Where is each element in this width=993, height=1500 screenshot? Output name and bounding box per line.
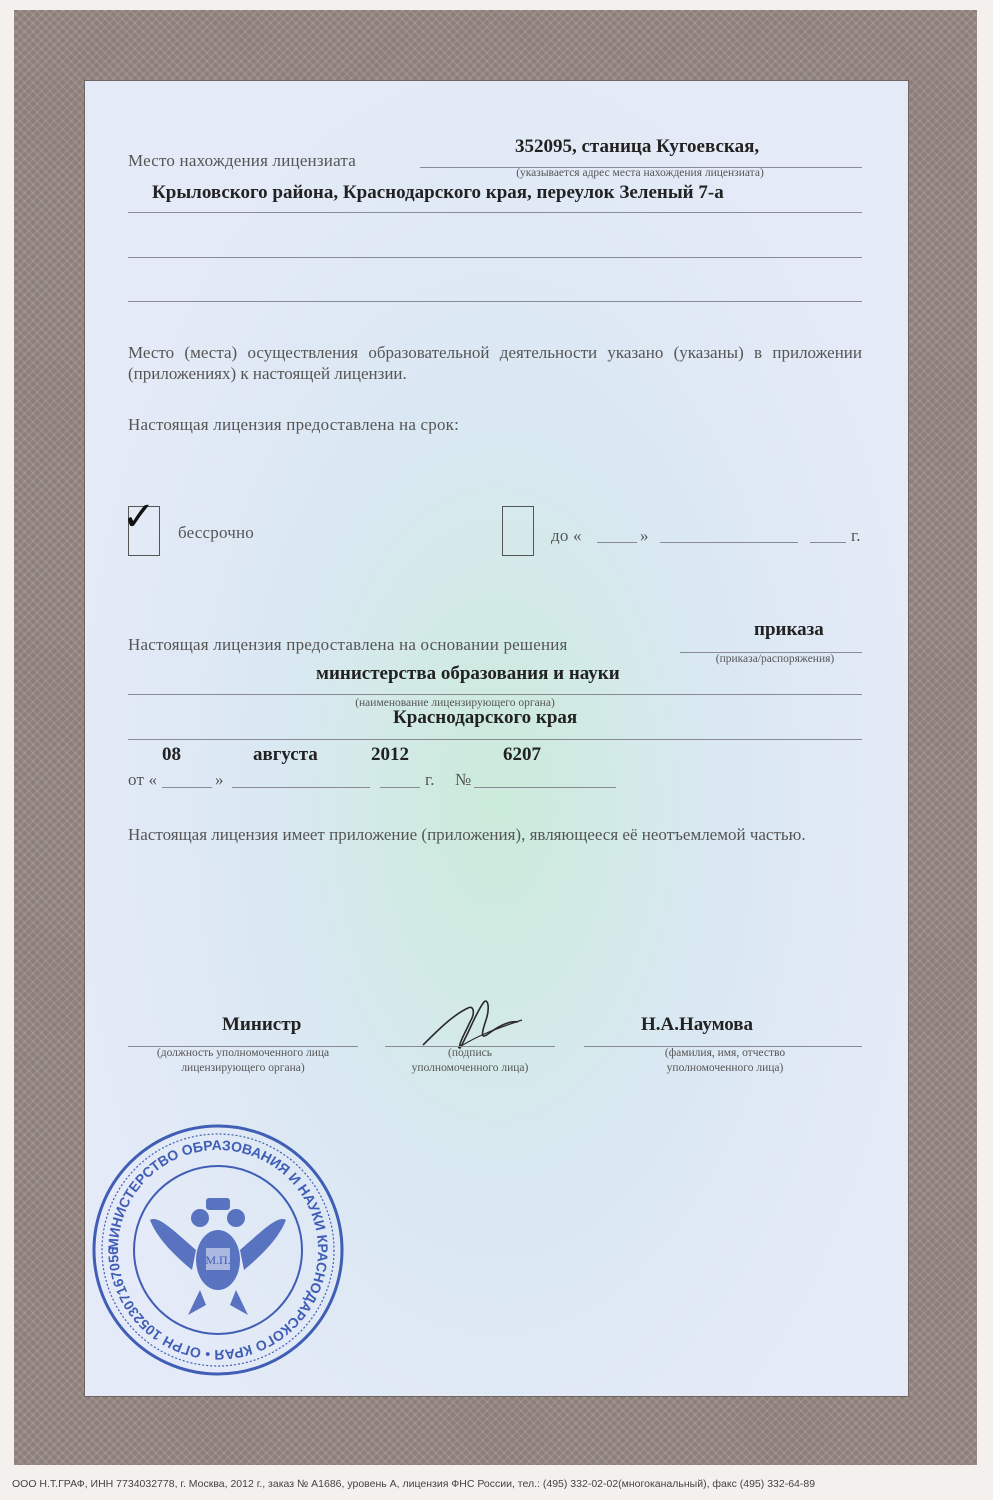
- authority-line1: министерства образования и науки: [316, 663, 620, 684]
- signatory-name: Н.А.Наумова: [641, 1014, 754, 1035]
- signature-hint-2: уполномоченного лица): [411, 1062, 529, 1074]
- blank-line-1: [128, 257, 862, 258]
- date-prefix: от «: [128, 770, 158, 789]
- until-label: до «: [551, 526, 582, 545]
- decision-type: приказа: [754, 619, 824, 640]
- day-close-quote: »: [215, 770, 224, 789]
- printer-footer: ООО Н.Т.ГРАФ, ИНН 7734032778, г. Москва, 2012 г., заказ № А1686, уровень А, лицензия ФНС России, тел.: (495) 332-02-02(многоканальный), факс (495) 332-64-89: [12, 1478, 816, 1490]
- blank-line-2: [128, 301, 862, 302]
- authority-underline-2: [128, 739, 862, 740]
- name-hint-2: уполномоченного лица): [666, 1062, 784, 1074]
- position-hint-1: (должность уполномоченного лица: [156, 1047, 330, 1059]
- until-month-line: [660, 542, 798, 543]
- month-underline: [232, 787, 370, 788]
- unlimited-label: бессрочно: [178, 523, 254, 542]
- decision-year: 2012: [371, 744, 409, 765]
- authority-underline: [128, 694, 862, 695]
- until-year-line: [810, 542, 846, 543]
- day-underline: [162, 787, 212, 788]
- authority-line2: Краснодарского края: [393, 707, 578, 728]
- decision-hint: (приказа/распоряжения): [715, 653, 835, 665]
- decision-month: августа: [253, 744, 318, 765]
- location-label: Место нахождения лицензиата: [128, 151, 356, 170]
- position-hint-2: лицензирующего органа): [181, 1062, 305, 1074]
- name-hint-1: (фамилия, имя, отчество: [664, 1047, 786, 1059]
- until-close-quote: »: [640, 526, 649, 545]
- signature-hint-1: (подпись: [448, 1047, 492, 1059]
- activity-place-text: Место (места) осуществления образовательной деятельности указано (указаны) в приложении (приложениях) к настоящей лицензии.: [128, 343, 862, 383]
- basis-label: Настоящая лицензия предоставлена на основании решения: [128, 635, 568, 654]
- number-prefix: №: [455, 770, 472, 789]
- seal-text: МИНИСТЕРСТВО ОБРАЗОВАНИЯ И НАУКИ КРАСНОДАРСКОГО КРАЯ • ОГРН 1052307167056: [104, 1136, 332, 1364]
- location-hint: (указывается адрес места нахождения лицензиата): [516, 167, 764, 179]
- decision-day: 08: [162, 744, 181, 765]
- signatory-position: Министр: [222, 1014, 302, 1035]
- term-label: Настоящая лицензия предоставлена на срок:: [128, 415, 460, 434]
- seal-mp: М.П.: [205, 1253, 231, 1267]
- location-underline-2: [128, 212, 862, 213]
- year-suffix: г.: [425, 770, 435, 789]
- until-day-line: [597, 542, 637, 543]
- official-seal: [88, 1120, 348, 1380]
- until-year-suffix: г.: [851, 526, 861, 545]
- appendix-text: Настоящая лицензия имеет приложение (приложения), являющееся её неотъемлемой частью.: [128, 825, 806, 844]
- location-value-line1: 352095, станица Кугоевская,: [515, 136, 760, 157]
- checkmark-icon: ✓: [122, 494, 156, 540]
- decision-number: 6207: [503, 744, 541, 765]
- number-underline: [474, 787, 616, 788]
- location-value-line2: Крыловского района, Краснодарского края, переулок Зеленый 7-а: [152, 182, 724, 203]
- year-underline: [380, 787, 420, 788]
- authority-hint: (наименование лицензирующего органа): [355, 697, 555, 709]
- until-checkbox: [502, 506, 534, 556]
